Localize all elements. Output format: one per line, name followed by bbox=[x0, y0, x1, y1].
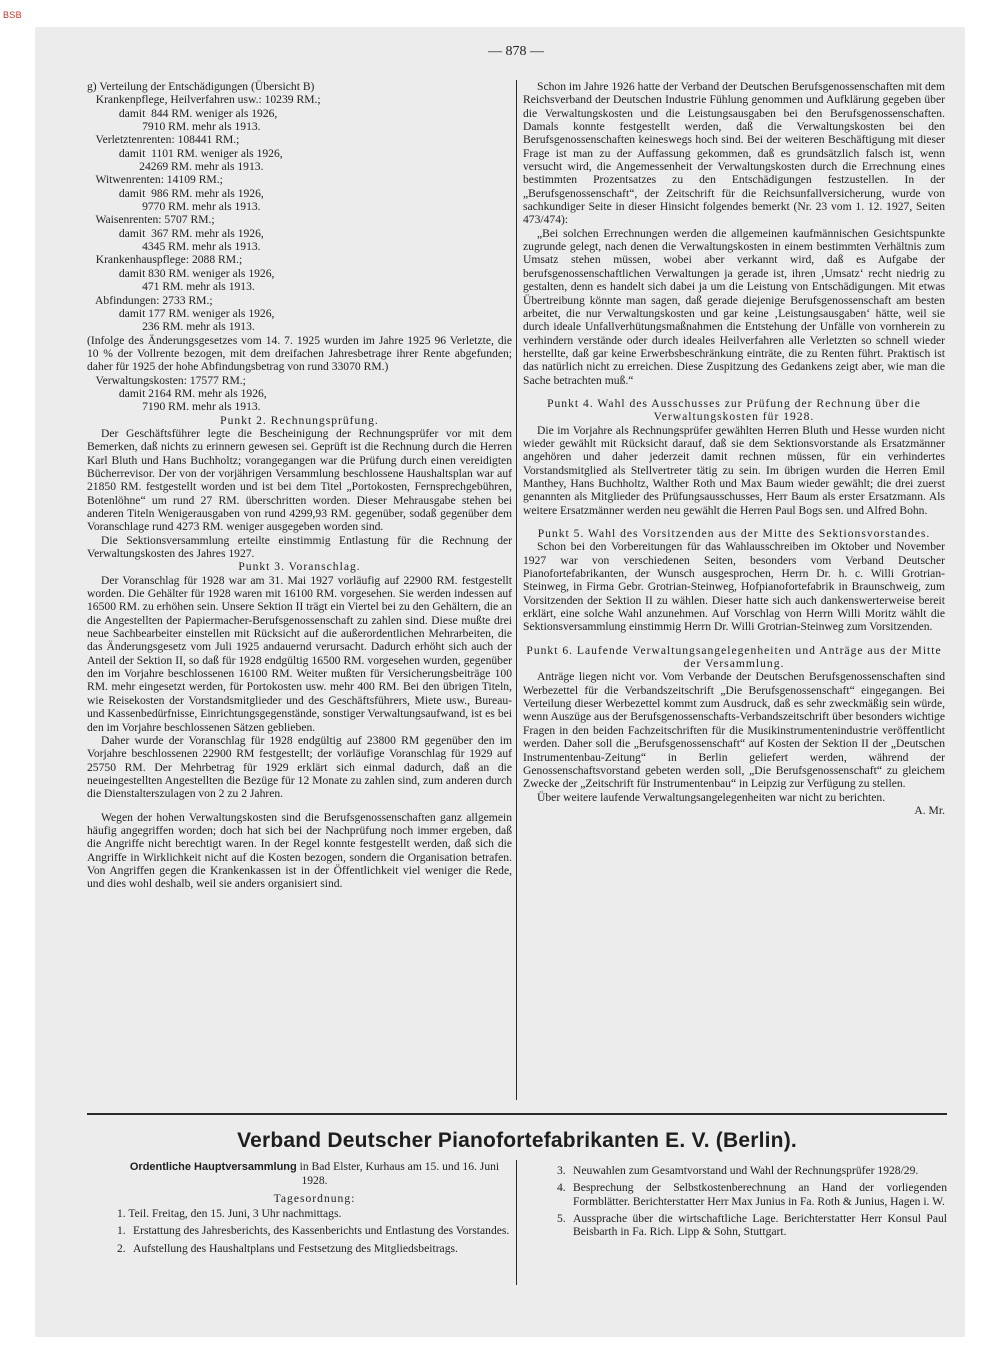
paragraph: Der Voranschlag für 1928 war am 31. Mai 1927 vorläufig auf 22900 RM. festgestellt worden. Die Gehälter für 1928 waren mit 16100 RM. vorgesehen. Sie werden indessen auf 16500 RM. zu erhöhen sein. Unsere Sektion II trägt ein Viertel bei zu den Gehältern, die an die Angestellten der Papiermacher-Berufsgenossenschaft zu zahlen sind. Diese mußte drei neue Sachbearbeiter einstellen mit Rücksicht auf die außerordentlichen Mehrarbeiten, die das Änderungsgesetz vom Juli 1925 andauernd verursacht. Dadurch erhöht sich auch der Anteil der Sektion II, so daß für 1928 endgültig 16500 RM. vorgesehen wurden, gegenüber den im Vorjahre beschlossenen 16100 RM. Weiter mußten für Versicherungsbeiträge 100 RM. mehr eingesetzt werden, für Portokosten usw. mehr 400 RM. Bei den übrigen Titeln, wie Reisekosten der Vorstandsmitglieder und des Geschäftsführers, Miete usw., Bureau- und Kassenbedürfnisse, Einrichtungsgegenstände, sonstiger Verwaltungsaufwand, ist es bei den im Vorjahre beschlossenen Sätzen geblieben. bbox=[87, 573, 512, 734]
paragraph: 7190 RM. mehr als 1913. bbox=[87, 400, 261, 414]
paragraph: damit 177 RM. weniger als 1926, bbox=[87, 306, 275, 320]
agenda-day: 1. Teil. Freitag, den 15. Juni, 3 Uhr nachmittags. bbox=[117, 1207, 342, 1221]
paragraph: damit 844 RM. weniger als 1926, bbox=[87, 106, 278, 120]
agenda-item-text: Aussprache über die wirtschaftliche Lage. Berichterstatter Herr Konsul Paul Beisbarth in Fa. Rich. Lipp & Sohn, Stuttgart. bbox=[573, 1212, 947, 1239]
agenda-item-number: 2. bbox=[117, 1241, 126, 1255]
paragraph: 471 RM. mehr als 1913. bbox=[87, 280, 255, 294]
section-heading: Punkt 5. Wahl des Vorsitzenden aus der Mitte des Sektionsvorstandes. bbox=[537, 527, 931, 540]
paragraph: 7910 RM. mehr als 1913. bbox=[87, 120, 261, 134]
spacer bbox=[87, 801, 512, 811]
section-heading: Punkt 4. Wahl des Ausschusses zur Prüfung der Rechnung über die Verwaltungskosten für 1928. bbox=[547, 396, 921, 424]
paragraph: „Bei solchen Errechnungen werden die allgemeinen kaufmännischen Gesichtspunkte zugrunde gelegt, nach denen die Verwaltungskosten in einem bestimmten Verhältnis zum Umsatz stehen müssen, wobei aber verkannt wird, daß es Aufgabe der berufsgenossenschaftlichen Verwaltungen ja gerade ist, ihren ‚Umsatz‘ recht niedrig zu gestalten, denn es handelt sich dabei ja um die Leistung von Entschädigungen. Mit etwas Übertreibung könnte man sagen, daß gerade diejenige Berufsgenossenschaft am besten arbeitet, die nur Verwaltungskosten und gar keine ‚Leistungsausgaben‘ hätte, weil sie durch ideale Unfallverhütungsmaßnahmen die Entstehung der Unfälle von vornherein zu verhindern verstände oder durch ideales Heilverfahren alle Verletzten so schnell wieder herstellte, daß gar keine Erwerbsbeschränkung einträte, die zu Renten führt. Praktisch ist das natürlich nicht zu erreichen. Diese Zuspitzung des Gedankens zeigt aber, wie man die Sache betrachten muß.“ bbox=[523, 226, 945, 387]
meeting-place-date: in Bad Elster, Kurhaus am 15. und 16. Juni 1928. bbox=[296, 1160, 500, 1188]
section-divider bbox=[87, 1113, 947, 1115]
paragraph: damit 2164 RM. mehr als 1926, bbox=[87, 386, 267, 400]
paragraph: 24269 RM. mehr als 1913. bbox=[87, 160, 264, 174]
right-column bbox=[523, 80, 945, 817]
paragraph: damit 830 RM. weniger als 1926, bbox=[87, 266, 275, 280]
agenda-item-number: 3. bbox=[557, 1164, 566, 1177]
association-title: Verband Deutscher Pianofortefabrikanten E. V. (Berlin). bbox=[237, 1129, 797, 1152]
section-heading: Punkt 2. Rechnungsprüfung. bbox=[220, 413, 379, 427]
agenda-item bbox=[117, 1224, 512, 1237]
agenda-item-text: Erstattung des Jahresberichts, des Kassenberichts und Entlastung des Vorstandes. bbox=[133, 1224, 510, 1238]
paragraph: 9770 RM. mehr als 1913. bbox=[87, 200, 261, 214]
agenda-item-number: 4. bbox=[557, 1181, 566, 1195]
agenda-item bbox=[557, 1212, 947, 1239]
agenda-item bbox=[557, 1164, 947, 1177]
paragraph: Die im Vorjahre als Rechnungsprüfer gewählten Herren Bluth und Hesse wurden nicht wieder gewählt mit Rücksicht darauf, daß sie dem Sektionsvorstande als Ersatzmänner angehören und daher jederzeit damit rechnen müssen, für ein verhindertes Vorstandsmitglied als Stellvertreter tätig zu sein. Im übrigen wurden die Herren Emil Manthey, Hans Buchholtz, Walther Roth und Max Baum wieder gewählt; die drei zuerst genannten als Mitglieder des Prüfungsausschusses, Herr Baum als erster Ersatzmann. Als weitere Ersatzmänner werden neu gewählt die Herren Paul Bogs sen. und Alfred Bohn. bbox=[523, 423, 945, 517]
paragraph: (Infolge des Änderungsgesetzes vom 14. 7. 1925 wurden im Jahre 1925 96 Verletzte, die 10 % der Vollrente bezogen, mit dem dreifachen Jahresbetrage ihrer Rente abgefunden; daher für 1925 der hohe Abfindungsbetrag von rund 33070 RM.) bbox=[87, 333, 512, 374]
paragraph: 236 RM. mehr als 1913. bbox=[87, 320, 255, 334]
paragraph: Schon im Jahre 1926 hatte der Verband der Deutschen Berufsgenossenschaften mit dem Reichsverband der Deutschen Industrie Fühlung genommen und Aufklärung gegeben über die Verwaltungskosten und die Leistungsausgaben bei den Berufsgenossenschaften. Damals konnte festgestellt werden, daß die Verwaltungskosten bei den Berufsgenossenschaften keineswegs hoch sind. Bei der weiteren Beschäftigung mit dieser Frage ist man zu der Auffassung gekommen, daß es grundsätzlich falsch ist, wenn versucht wird, die Angemessenheit der Verwaltungskosten durch die Errechnung eines bestimmten Prozentsatzes zu den Entschädigungen festzustellen. In der „Berufsgenossenschaft“, der Zeitschrift für die Reichsunfallversicherung, wurde von sachkundiger Seite in dieser Hinsicht folgendes bemerkt (Nr. 23 vom 1. 12. 1927, Seiten 473/474): bbox=[523, 80, 945, 227]
agenda-item bbox=[557, 1181, 947, 1208]
paragraph: Über weitere laufende Verwaltungsangelegenheiten war nicht zu berichten. bbox=[537, 790, 886, 804]
paragraph: Wegen der hohen Verwaltungskosten sind die Berufsgenossenschaften ganz allgemein häufig angegriffen worden; doch hat sich bei der Nachprüfung noch immer ergeben, daß die Angriffe nicht berechtigt waren. In der Regel konnte festgestellt werden, daß sich die Angriffe in Wirklichkeit nicht auf die Kosten bezogen, sondern die Organisation betrafen. Von Angriffen gegen die Krankenkassen ist in der Öffentlichkeit viel weniger die Rede, und dies wohl deshalb, weil sie anders organisiert sind. bbox=[87, 810, 512, 891]
section-heading: Punkt 6. Laufende Verwaltungsangelegenheiten und Anträge aus der Mitte der Versammlung. bbox=[526, 643, 942, 671]
paragraph: Daher wurde der Voranschlag für 1928 endgültig auf 23800 RM gegenüber den im Vorjahre beschlossenen 22900 RM festgestellt; der vorläufige Voranschlag für 1929 auf 25750 RM. Der Mehrbetrag für 1929 erklärt sich einmal dadurch, daß an die neueingestellten Angestellten die Bezüge für 12 Monate zu zahlen sind, zum anderen durch die Dienstalterszulagen von 2 zu 2 Jahren. bbox=[87, 733, 512, 801]
agenda-item-number: 5. bbox=[557, 1212, 566, 1226]
left-column bbox=[87, 80, 512, 891]
paragraph: A. Mr. bbox=[914, 803, 945, 817]
paragraph: Schon bei den Vorbereitungen für das Wahlausschreiben im Oktober und November 1927 war von verschiedenen Seiten, besonders vom Verband Deutscher Pianofortefabrikanten, der Wunsch ausgesprochen, Herrn Dr. h. c. Willi Grotrian-Steinweg, in Firma Gebr. Grotrian-Steinweg, Hofpianofortefabrik in Braunschweig, zum Vorsitzenden der Sektion II zu wählen. Dieser hatte sich auch dankenswerterweise bereit erklärt, eine solche Wahl anzunehmen. Auf Vorschlag von Herrn Willi Moritz wählt die Sektionsversammlung einstimmig Herrn Dr. Willi Grotrian-Steinweg zum Vorsitzenden. bbox=[523, 540, 945, 634]
paragraph: Verletztenrenten: 108441 RM.; bbox=[87, 133, 240, 147]
paragraph: 4345 RM. mehr als 1913. bbox=[87, 240, 261, 254]
page-number: — 878 — bbox=[488, 44, 544, 59]
spacer bbox=[523, 517, 945, 527]
paragraph: Krankenhauspflege: 2088 RM.; bbox=[87, 253, 243, 267]
paragraph: Witwenrenten: 14109 RM.; bbox=[87, 173, 223, 187]
column-divider bbox=[516, 80, 517, 1100]
paragraph: damit 986 RM. mehr als 1926, bbox=[87, 186, 264, 200]
meeting-announcement bbox=[117, 1160, 512, 1255]
paragraph: damit 367 RM. mehr als 1926, bbox=[87, 226, 264, 240]
paragraph: Verwaltungskosten: 17577 RM.; bbox=[87, 373, 246, 387]
paragraph: Die Sektionsversammlung erteilte einstimmig Entlastung für die Rechnung der Verwaltungskosten des Jahres 1927. bbox=[87, 533, 512, 561]
paragraph: g) Verteilung der Entschädigungen (Übersicht B) bbox=[87, 80, 315, 93]
agenda-item-text: Neuwahlen zum Gesamtvorstand und Wahl der Rechnungsprüfer 1928/29. bbox=[573, 1164, 919, 1177]
agenda-item bbox=[117, 1242, 512, 1255]
agenda-item-number: 1. bbox=[117, 1224, 126, 1238]
library-watermark: BSB bbox=[3, 10, 22, 20]
agenda-list-right bbox=[557, 1160, 947, 1239]
spacer bbox=[523, 387, 945, 397]
agenda-item-text: Aufstellung des Haushaltplans und Festsetzung des Mitgliedsbeitrags. bbox=[133, 1241, 458, 1255]
section-heading: Punkt 3. Voranschlag. bbox=[238, 560, 361, 574]
meeting-type: Ordentliche Hauptversammlung bbox=[129, 1161, 297, 1173]
meeting-line bbox=[117, 1160, 512, 1188]
paragraph: Waisenrenten: 5707 RM.; bbox=[87, 213, 215, 227]
paragraph: damit 1101 RM. weniger als 1926, bbox=[87, 146, 283, 160]
agenda-list-left bbox=[117, 1224, 512, 1255]
paragraph: Abfindungen: 2733 RM.; bbox=[87, 293, 213, 307]
agenda-divider bbox=[516, 1160, 517, 1285]
spacer bbox=[523, 634, 945, 644]
paragraph: Krankenpflege, Heilverfahren usw.: 10239 RM.; bbox=[87, 93, 321, 107]
agenda-item-text: Besprechung der Selbstkostenberechnung an Hand der vorliegenden Formblätter. Berichterstatter Herr Max Junius in Fa. Roth & Junius, Hagen i. W. bbox=[573, 1181, 947, 1208]
agenda-heading: Tagesordnung: bbox=[273, 1191, 356, 1205]
paragraph: Anträge liegen nicht vor. Vom Verbande der Deutschen Berufsgenossenschaften sind Werbezettel für die Verbandszeitschrift „Die Berufsgenossenschaft“ eingegangen. Bei Verteilung dieser Werbezettel kommt zum Ausdruck, daß es sehr zweckmäßig sein würde, wenn Auszüge aus der Berufsgenossenschafts-Verbandszeitschrift über besonders wichtige Fragen in den beiden Fachzeitschriften für die Musikinstrumentenindustrie veröffentlicht werden. Daher soll die „Berufsgenossenschaft“ auf Kosten der Sektion II der „Deutschen Instrumentenbau-Zeitung“ in Berlin geliefert werden, während der Genossenschaftsvorstand gebeten werden soll, „Die Berufsgenossenschaft“ zu gleichem Zwecke der „Zeitschrift für Instrumentenbau“ in Leipzig zur Verfügung zu stellen. bbox=[523, 670, 945, 791]
paragraph: Der Geschäftsführer legte die Bescheinigung der Rechnungsprüfer vor mit dem Bemerken, daß nichts zu erinnern gewesen sei. Geprüft ist die Rechnung durch die Herren Karl Bluth und Hans Buchholtz; vorangegangen war die Prüfung durch einen vereidigten Bücherrevisor. Der von der vorjährigen Versammlung beschlossene Haushaltsplan war auf 21850 RM. festgestellt worden und ist bei dem Titel „Portokosten, Fernsprechgebühren, Botenlöhne“ um rund 27 RM. überschritten worden. Dieser Mehrausgabe stehen bei anderen Titeln Wenigerausgaben von rund 4299,93 RM. gegenüber, sodaß gegenüber dem Voranschlage rund 4273 RM. weniger ausgegeben worden sind. bbox=[87, 426, 512, 534]
